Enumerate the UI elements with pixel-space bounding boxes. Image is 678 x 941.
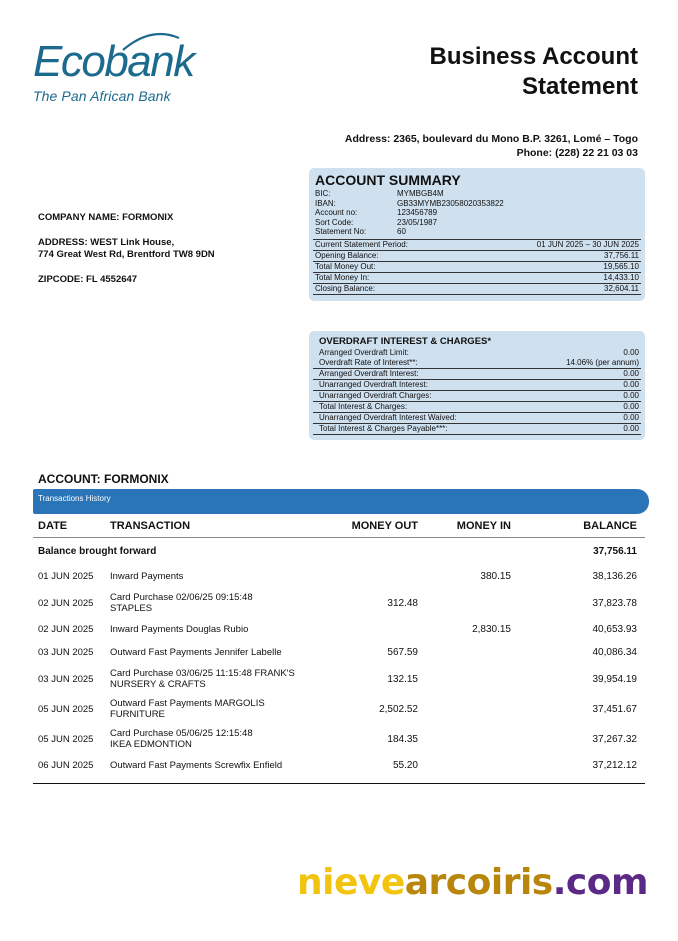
transactions-table bbox=[33, 514, 645, 784]
overdraft-value: 0.00 bbox=[623, 402, 639, 411]
tx-description bbox=[110, 668, 338, 690]
company-address bbox=[38, 237, 215, 261]
company-address-line-1: ADDRESS: WEST Link House, bbox=[38, 237, 175, 248]
company-info bbox=[38, 212, 215, 299]
logo-wordmark bbox=[33, 37, 194, 86]
tx-money-out: 132.15 bbox=[387, 673, 418, 685]
overdraft-label: Arranged Overdraft Limit: bbox=[319, 348, 409, 357]
header-balance: BALANCE bbox=[583, 519, 637, 532]
watermark-part-2: arcoiris bbox=[404, 862, 553, 903]
transaction-rows bbox=[33, 565, 645, 777]
overdraft-label: Unarranged Overdraft Interest: bbox=[319, 380, 428, 389]
tx-money-out: 567.59 bbox=[387, 647, 418, 658]
tx-balance: 37,267.32 bbox=[592, 733, 637, 745]
id-label: Sort Code: bbox=[315, 217, 354, 227]
account-summary-box bbox=[309, 168, 645, 301]
tx-date: 05 JUN 2025 bbox=[38, 703, 94, 715]
tx-description bbox=[110, 592, 338, 614]
overdraft-box bbox=[309, 331, 645, 440]
summary-row bbox=[313, 250, 641, 261]
overdraft-label: Total Interest & Charges: bbox=[319, 402, 408, 411]
tx-balance: 37,451.67 bbox=[592, 703, 637, 715]
summary-row bbox=[313, 239, 641, 250]
logo-name: Ecobank bbox=[33, 37, 194, 86]
overdraft-value: 0.00 bbox=[623, 369, 639, 378]
tx-date: 03 JUN 2025 bbox=[38, 647, 94, 658]
tx-description bbox=[110, 728, 338, 750]
tx-balance: 40,653.93 bbox=[592, 624, 637, 635]
tx-money-in: 380.15 bbox=[480, 571, 511, 582]
tx-description-line-1: Inward Payments Douglas Rubio bbox=[110, 624, 249, 635]
tx-date: 03 JUN 2025 bbox=[38, 673, 94, 685]
overdraft-label: Arranged Overdraft Interest: bbox=[319, 369, 419, 378]
bank-address: Address: 2365, boulevard du Mono B.P. 3261, Lomé – Togo bbox=[344, 133, 638, 145]
tx-balance: 40,086.34 bbox=[592, 647, 637, 658]
tx-description bbox=[110, 760, 338, 771]
company-name: COMPANY NAME: FORMONIX bbox=[38, 212, 174, 223]
bank-phone: Phone: (228) 22 21 03 03 bbox=[516, 147, 638, 159]
tx-description-line-2: IKEA EDMONTION bbox=[110, 739, 192, 750]
tx-balance: 37,823.78 bbox=[592, 597, 637, 609]
id-value: GB33MYMB23058020353822 bbox=[397, 198, 504, 208]
table-bottom-rule bbox=[33, 783, 645, 784]
overdraft-row bbox=[313, 391, 641, 402]
overdraft-value: 0.00 bbox=[623, 413, 639, 422]
summary-value: 32,604.11 bbox=[604, 283, 639, 293]
header-money-out: MONEY OUT bbox=[351, 519, 418, 532]
overdraft-row bbox=[313, 424, 641, 435]
id-label: Account no: bbox=[315, 208, 358, 218]
summary-label: Total Money In: bbox=[315, 272, 370, 282]
header-date: DATE bbox=[38, 519, 68, 532]
overdraft-value: 0.00 bbox=[623, 348, 639, 357]
table-row bbox=[33, 618, 645, 641]
watermark bbox=[297, 862, 648, 903]
overdraft-value: 0.00 bbox=[623, 391, 639, 400]
overdraft-row bbox=[313, 369, 641, 380]
tx-money-out: 184.35 bbox=[387, 733, 418, 745]
tx-date: 06 JUN 2025 bbox=[38, 760, 94, 771]
id-label: BIC: bbox=[315, 189, 331, 198]
tx-balance: 37,212.12 bbox=[592, 760, 637, 771]
company-address-line-2: 774 Great West Rd, Brentford TW8 9DN bbox=[38, 249, 215, 260]
overdraft-row bbox=[313, 402, 641, 413]
tx-money-out: 312.48 bbox=[387, 597, 418, 609]
tx-description-line-2: FURNITURE bbox=[110, 709, 165, 720]
id-value: 23/05/1987 bbox=[397, 217, 438, 227]
bbf-label: Balance brought forward bbox=[38, 546, 157, 557]
tx-money-out: 55.20 bbox=[392, 760, 418, 771]
tx-description bbox=[110, 647, 338, 658]
header-money-in: MONEY IN bbox=[456, 519, 511, 532]
tx-description-line-2: NURSERY & CRAFTS bbox=[110, 679, 206, 690]
table-row bbox=[33, 565, 645, 588]
logo-tagline: The Pan African Bank bbox=[33, 88, 171, 104]
title-line-1: Business Account bbox=[429, 43, 638, 70]
overdraft-label: Unarranged Overdraft Interest Waived: bbox=[319, 413, 457, 422]
overdraft-label: Unarranged Overdraft Charges: bbox=[319, 391, 432, 400]
summary-value: 37,756.11 bbox=[604, 250, 639, 260]
table-row bbox=[33, 641, 645, 664]
overdraft-value: 0.00 bbox=[623, 424, 639, 433]
tx-balance: 39,954.19 bbox=[592, 673, 637, 685]
id-value: MYMBGB4M bbox=[397, 189, 444, 198]
table-row bbox=[33, 694, 645, 724]
tx-balance: 38,136.26 bbox=[592, 571, 637, 582]
tx-date: 02 JUN 2025 bbox=[38, 597, 94, 609]
header-transaction: TRANSACTION bbox=[110, 519, 191, 532]
tx-description bbox=[110, 624, 338, 635]
tx-date: 01 JUN 2025 bbox=[38, 571, 94, 582]
tx-description-line-1: Outward Fast Payments MARGOLIS bbox=[110, 698, 265, 709]
bank-address-block bbox=[345, 132, 638, 160]
statement-title bbox=[430, 42, 639, 102]
summary-row bbox=[313, 283, 641, 295]
summary-label: Total Money Out: bbox=[315, 261, 376, 271]
tx-description-line-1: Outward Fast Payments Jennifer Labelle bbox=[110, 647, 282, 658]
tx-description-line-1: Inward Payments bbox=[110, 571, 184, 582]
account-heading: ACCOUNT: FORMONIX bbox=[38, 472, 169, 486]
overdraft-label: Total Interest & Charges Payable***: bbox=[319, 424, 448, 433]
overdraft-title: OVERDRAFT INTEREST & CHARGES* bbox=[319, 336, 492, 347]
tx-date: 02 JUN 2025 bbox=[38, 624, 94, 635]
tx-description-line-1: Card Purchase 02/06/25 09:15:48 bbox=[110, 592, 253, 603]
tx-description-line-1: Outward Fast Payments Screwfix Enfield bbox=[110, 760, 283, 771]
tx-description-line-2: STAPLES bbox=[110, 603, 153, 614]
title-line-2: Statement bbox=[521, 73, 638, 100]
tx-description bbox=[110, 698, 338, 720]
table-row bbox=[33, 754, 645, 777]
id-label: Statement No: bbox=[315, 227, 367, 237]
tx-description bbox=[110, 571, 338, 582]
id-label: IBAN: bbox=[315, 198, 336, 208]
table-header bbox=[33, 514, 645, 538]
transactions-history-bar: Transactions History bbox=[33, 489, 649, 514]
bank-logo bbox=[33, 37, 194, 104]
summary-row bbox=[313, 272, 641, 283]
balance-brought-forward bbox=[33, 538, 645, 565]
bbf-balance: 37,756.11 bbox=[593, 546, 637, 557]
watermark-part-3: .com bbox=[552, 862, 648, 903]
summary-label: Closing Balance: bbox=[315, 283, 376, 293]
tx-description-line-1: Card Purchase 03/06/25 11:15:48 FRANK'S bbox=[110, 668, 295, 679]
id-value: 123456789 bbox=[397, 208, 438, 218]
company-zipcode: ZIPCODE: FL 4552647 bbox=[38, 274, 138, 285]
summary-value: 14,433.10 bbox=[603, 272, 639, 282]
summary-label: Current Statement Period: bbox=[315, 239, 408, 249]
tx-money-in: 2,830.15 bbox=[472, 624, 511, 635]
overdraft-value: 0.00 bbox=[623, 380, 639, 389]
logo-swoosh-icon bbox=[121, 30, 181, 52]
overdraft-row bbox=[313, 358, 641, 369]
account-identifiers bbox=[315, 189, 641, 237]
id-value: 60 bbox=[397, 227, 406, 237]
overdraft-row bbox=[313, 380, 641, 391]
summary-value: 01 JUN 2025 – 30 JUN 2025 bbox=[536, 239, 639, 249]
tx-date: 05 JUN 2025 bbox=[38, 733, 94, 745]
watermark-part-1: nieve bbox=[296, 862, 405, 903]
table-row bbox=[33, 664, 645, 694]
summary-value: 19,565.10 bbox=[603, 261, 639, 271]
tx-money-out: 2,502.52 bbox=[379, 703, 418, 715]
table-row bbox=[33, 724, 645, 754]
overdraft-row bbox=[313, 348, 641, 358]
overdraft-value: 14.06% (per annum) bbox=[566, 358, 639, 367]
summary-label: Opening Balance: bbox=[315, 250, 379, 260]
overdraft-label: Overdraft Rate of Interest**: bbox=[319, 358, 418, 367]
overdraft-row bbox=[313, 413, 641, 424]
summary-row bbox=[313, 261, 641, 272]
account-summary-title: ACCOUNT SUMMARY bbox=[315, 172, 461, 188]
tx-description-line-1: Card Purchase 05/06/25 12:15:48 bbox=[110, 728, 253, 739]
table-row bbox=[33, 588, 645, 618]
